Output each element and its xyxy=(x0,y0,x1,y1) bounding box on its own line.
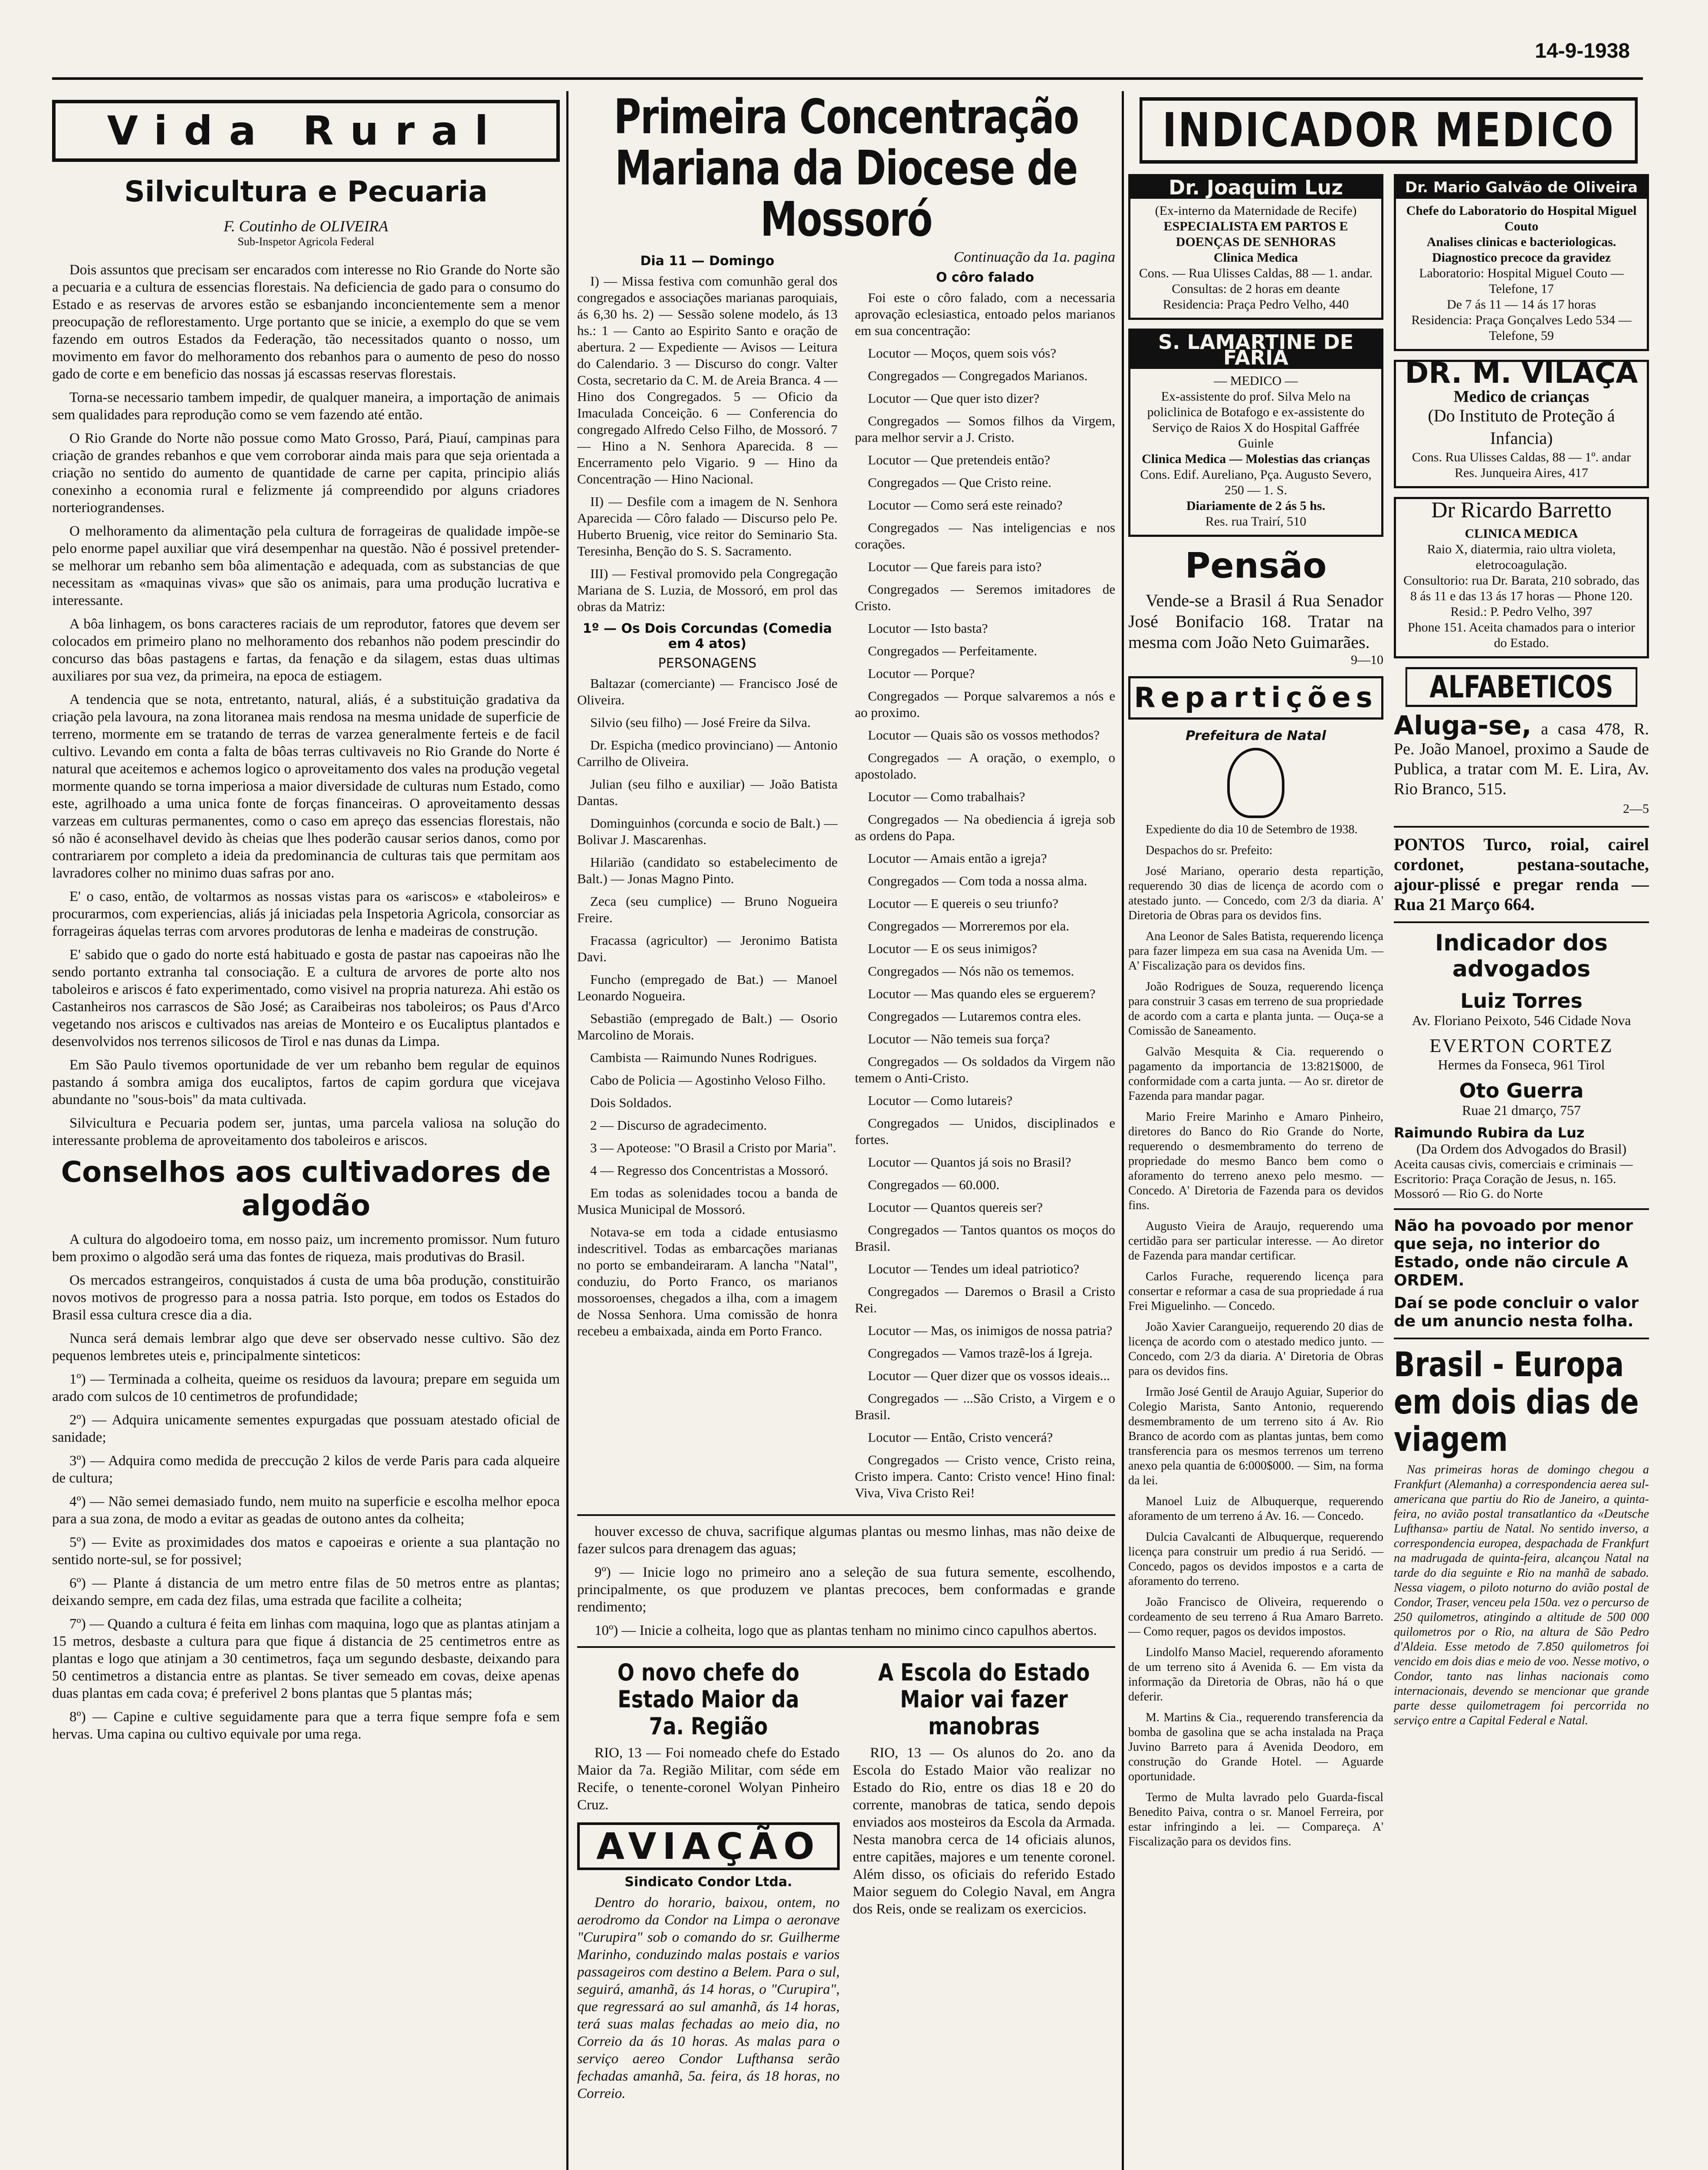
ads-grid xyxy=(1128,174,1649,1855)
paragraph: II) — Desfile com a imagem de N. Senhora Aparecida — Côro falado — Discurso pelo Pe. Huberto Bruenig, vice reitor do Seminario Sta. Teresinha, Benção do S. S. Sacramento. xyxy=(577,494,838,559)
paragraph: Em São Paulo tivemos oportunidade de ver um rebanho bem regular de equinos pastando á sombra amiga dos eucaliptos, fartos de capim gordura que vicejava abundante no "sous-bois" da mata cultivada. xyxy=(52,1057,560,1108)
coro-line: Locutor — Como lutareis? xyxy=(868,1093,1013,1108)
article-body-cotton xyxy=(52,1231,560,1743)
expediente-line: João Francisco de Oliveira, requerendo o cordeamento de seu terreno á Rua Amaro Barreto. — Como requer, pagos os devidos impostos. xyxy=(1128,1595,1383,1638)
aviacao-sub: Sindicato Condor Ltda. xyxy=(624,1874,792,1890)
coro-line: Locutor — Que quer isto dizer? xyxy=(868,391,1040,406)
expediente-line: José Mariano, operario desta repartição, requerendo 30 dias de licença de acordo com o atestado junto. — Concedo, com 2/3 da diaria. A' Diretoria de Obras para os devidos fins. xyxy=(1128,865,1383,922)
ads-right xyxy=(1394,174,1649,1855)
cast-item: Silvio (seu filho) — José Freire da Silva. xyxy=(590,715,811,730)
coro-line: Locutor — Então, Cristo vencerá? xyxy=(868,1430,1053,1445)
cast-item: Dr. Espicha (medico provinciano) — Antonio Carrilho de Oliveira. xyxy=(577,737,838,769)
ad-line: Medico de crianças xyxy=(1453,388,1590,406)
ad-line: Clinica Medica xyxy=(1213,250,1298,265)
ad-line: Diariamente de 2 ás 5 hs. xyxy=(1186,499,1325,513)
coro-line: Congregados — Somos filhos da Virgem, para melhor servir a J. Cristo. xyxy=(855,413,1115,445)
coro-line: Congregados — Morreremos por ela. xyxy=(868,918,1070,934)
left-half xyxy=(577,249,838,1507)
article-title: Silvicultura e Pecuaria xyxy=(124,175,488,208)
coro-line: Locutor — Mas quando eles se erguerem? xyxy=(868,986,1096,1001)
coro-line: Locutor — Como trabalhais? xyxy=(868,789,1025,804)
coro-line: Congregados — Tantos quantos os moços do Brasil. xyxy=(855,1222,1115,1254)
section-rule xyxy=(1394,1208,1649,1210)
coro-line: Locutor — Quer dizer que os vossos ideais... xyxy=(868,1368,1110,1383)
section-rule xyxy=(1394,826,1649,828)
column-indicador xyxy=(1128,91,1649,2170)
ad-name: Dr Ricardo Barretto xyxy=(1431,498,1612,523)
coro-line: Congregados — Seremos imitadores de Cristo. xyxy=(855,582,1115,613)
author: F. Coutinho de OLIVEIRA xyxy=(223,217,388,235)
cotton-continuation xyxy=(577,1523,1115,1639)
coro-line: Locutor — Mas, os inimigos de nossa patria? xyxy=(868,1323,1113,1338)
pensao-title: Pensão xyxy=(1185,546,1327,586)
advogado-name: Raimundo Rubira da Luz xyxy=(1394,1124,1585,1141)
coro-line: Locutor — Quantos já sois no Brasil? xyxy=(868,1154,1071,1170)
advogado-line: (Da Ordem dos Advogados do Brasil) xyxy=(1416,1141,1627,1157)
ad-line: Laboratorio: Hospital Miguel Couto — Telefone, 17 xyxy=(1419,266,1624,296)
paragraph: 2º) — Adquira unicamente sementes expurgadas que possuam atestado oficial de sanidade; xyxy=(52,1412,560,1445)
paragraph: Silvicultura e Pecuaria podem ser, juntas, uma parcela valiosa na solução do interessante problema de aproveitamento dos taboleiros e ariscos. xyxy=(52,1115,560,1148)
coat-of-arms-icon xyxy=(1227,748,1284,818)
aviacao-text: Dentro do horario, baixou, ontem, no aerodromo da Condor na Limpa o aeronave "Curupira" sob o comando do sr. Guilherme Marinho, conduzindo malas postais e varios passageiros com destino a Belem. Para o sul, seguirá, amanhã, ás 14 horas, o "Curupira", que regressará ao sul amanhã, ás 14 horas, terá suas malas fechadas ao meio dia, no Correio da ás 10 horas. As malas para o serviço aereo Condor Lufthansa serão fechadas amanhã, 5a. feira, ás 18 horas, no Correio. xyxy=(577,1895,840,2101)
headline-columns xyxy=(577,249,1115,1507)
coro-line: Congregados — Com toda a nossa alma. xyxy=(868,873,1087,888)
ad-line: Res. rua Trairí, 510 xyxy=(1205,514,1307,529)
aluga-ref: 2—5 xyxy=(1623,802,1649,816)
article-title-cotton: Conselhos aos cultivadores de algodão xyxy=(61,1155,551,1222)
right-half xyxy=(855,249,1115,1507)
alfabeticos-banner: ALFABETICOS xyxy=(1406,667,1637,707)
paragraph: Nunca será demais lembrar algo que deve ser observado nesse cultivo. São dez pequenos lembretes uteis e, principalmente sinteticos: xyxy=(52,1331,560,1364)
expediente-line: Ana Leonor de Sales Batista, requerendo licença para fazer limpeza em sua casa na Avenida Um. — A' Fiscalização para os devidos fins. xyxy=(1128,930,1383,973)
ad-line: Res. Junqueira Aires, 417 xyxy=(1455,466,1588,480)
ad-line: (Do Instituto de Proteção á Infancia) xyxy=(1428,406,1615,448)
paragraph: 3º) — Adquira como medida de preccução 2 kilos de verde Paris para cada alqueire de cultura; xyxy=(52,1453,560,1486)
section-rule xyxy=(577,1514,1115,1516)
ad-line: — MEDICO — xyxy=(1214,374,1298,388)
column-divider xyxy=(566,91,568,2170)
news-title: O novo chefe do Estado Maior da 7a. Região xyxy=(617,1659,800,1740)
ad-line: Cons. — Rua Ulisses Caldas, 88 — 1. andar. Consultas: de 2 horas em deante xyxy=(1139,266,1373,296)
coro-line: Congregados — Perfeitamente. xyxy=(868,643,1037,658)
brasil-europa-title: Brasil - Europa em dois dias de viagem xyxy=(1394,1345,1639,1459)
cast-item: Dominguinhos (corcunda e socio de Balt.) — Bolivar J. Mascarenhas. xyxy=(577,815,838,847)
ad-line: (Ex-interno da Maternidade de Recife) xyxy=(1155,204,1357,218)
advogado-line: Mossoró — Rio G. do Norte xyxy=(1394,1187,1543,1201)
ad-lamartine xyxy=(1128,329,1383,537)
paragraph: E' o caso, então, de voltarmos as nossas vistas para os «ariscos» e «taboleiros» e procurarmos, com experiencias, aliás já iniciadas pela Inspetoria Agricola, consorciar as forrageiras áquelas terras com arvores produtoras de lenha e madeiras de construção. xyxy=(52,889,560,939)
ad-line: Ex-assistente do prof. Silva Melo na policlinica de Botafogo e ex-assistente do Serviço de Raios X do Hospital Gaffrée Guinle xyxy=(1147,389,1365,450)
paragraph: A cultura do algodoeiro toma, em nosso paiz, um incremento promissor. Num futuro bem proximo o algodão será uma das fontes de riqueza, mais produtivas do Brasil. xyxy=(52,1232,560,1265)
paragraph: A tendencia que se nota, entretanto, natural, aliás, é a substituição gradativa da criação pela lavoura, na zona litoranea mais rendosa na mesma unidade de superficie de terreno, mormente em se tratando de terras de varzea generalmente ferteis e de facil cultivo. Levando em conta a falta de bôas terras cultivaveis no Rio Grande do Norte é natural que aceitemos e achemos logico o aproveitamento dos vales na produção vegetal mormente quando se torna imperiosa a maior diversidade de culturas num Estado, como este, agrilhoado a uma unica fonte de forças financeiras. O aproveitamento dessas varzeas em culturas permanentes, como o caso em apreço das essencias florestais, não só não é aconselhavel devido às cheias que lhes poderão causar serios danos, como por contrariarem por completo a ideia da predominancia de culturas tais que permitam aos lavradores colher no minimo duas safras por ano. xyxy=(52,692,560,881)
paragraph: Os mercados estrangeiros, conquistados á custa de uma bôa produção, constituirão novos motivos de progresso para a nossa patria. Isto porque, em todos os Estados do Brasil essa cultura cresce dia a dia. xyxy=(52,1272,560,1323)
coro-line: Congregados — Congregados Marianos. xyxy=(868,368,1088,383)
expediente-line: M. Martins & Cia., requerendo transferencia da bomba de gasolina que se acha instalada na Praça Juvino Barreto para á Avenida Deodoro, em construção do Grande Hotel. — Aguarde oportunidade. xyxy=(1128,1711,1383,1783)
paragraph: A bôa linhagem, os bons caracteres raciais de um reprodutor, fatores que devem ser colocados em primeiro plano no melhoramento dos rebanhos não podem prescindir do concurso das bôas pastagens e fartas, da fenação e da silagem, estas duas ultimas auxiliares por sua vez, da primeira, na epoca de estiagem. xyxy=(52,616,560,684)
news-pair xyxy=(577,1655,1115,2108)
notice-value: Daí se pode concluir o valor de um anuncio nesta folha. xyxy=(1394,1294,1639,1330)
play-heading: 1º — Os Dois Corcundas (Comedia em 4 atos) xyxy=(582,621,832,651)
coro-line: Congregados — 60.000. xyxy=(868,1177,1000,1192)
coro-line: Congregados — Nós não os tememos. xyxy=(868,963,1074,979)
coro-line: Locutor — Amais então a igreja? xyxy=(868,851,1047,866)
pensao-text: Vende-se a Brasil á Rua Senador José Bonifacio 168. Tratar na mesma com João Neto Guimarães. xyxy=(1128,591,1383,652)
cast-item: 2 — Discurso de agradecimento. xyxy=(590,1118,767,1133)
advogado-addr: Hermes da Fonseca, 961 Tirol xyxy=(1438,1057,1605,1072)
expediente-line: Despachos do sr. Prefeito: xyxy=(1146,844,1273,857)
column-concentracao xyxy=(577,91,1115,2170)
expediente-line: Lindolfo Manso Maciel, requerendo aforamento de um terreno sito á Avenida 6. — Em vista da informação da Diretoria de Obras, não há o que deferir. xyxy=(1128,1646,1383,1703)
coro-line: Locutor — Moços, quem sois vós? xyxy=(868,345,1056,361)
coro-line: Foi este o côro falado, com a necessaria aprovação eclesiastica, entoado pelos marianos em sua concentração: xyxy=(855,290,1115,338)
coro-line: Congregados — Porque salvaremos a nós e ao proximo. xyxy=(855,688,1115,720)
paragraph: E' sabido que o gado do norte está habituado e gosta de pastar nas capoeiras não lhe sendo portanto extranha tal consociação. E a cultura de arvores de porte alto nos taboleiros e ariscos é fato experimentado, como visivel na propria natureza. Ahi estão os Castanheiros nos carrascos de São José; as Caraibeiras nos taboleiros; os Paus d'Arco vegetando nos ariscos e cultivados nas areias de Monteiro e os Eucaliptus plantados e desenvolvidos nos terrenos silicosos de Tirol e nas dunas da Limpa. xyxy=(52,947,560,1049)
ad-name: DR. M. VILAÇA xyxy=(1405,356,1638,390)
section-rule xyxy=(577,1646,1115,1648)
expediente-line: Augusto Vieira de Araujo, requerendo uma certidão para ser particular interesse. — Ao diretor de Fazenda para mandar certificar. xyxy=(1128,1220,1383,1263)
section-rule xyxy=(1394,1338,1649,1339)
day-heading: Dia 11 — Domingo xyxy=(640,253,775,269)
advogado-line: Aceita causas civis, comerciais e criminais — Escritorio: Praça Coração de Jesus, n. 165. xyxy=(1394,1157,1633,1186)
coro-line: Locutor — Não temeis sua força? xyxy=(868,1031,1050,1046)
paragraph: O melhoramento da alimentação pela cultura de forrageiras de qualidade impõe-se pelo enorme papel auxiliar que virá desempenhar na questão. Não é possivel pretender-se melhorar um rebanho sem bôa alimentação e adequada, com as substancias de que necessitam as «maquinas vivas» que são os animais, para uma produção lucrativa e interessante. xyxy=(52,523,560,608)
ad-mario-galvao xyxy=(1394,174,1649,351)
ads-left xyxy=(1128,174,1383,1855)
coro-line: Congregados — Na obediencia á igreja sob as ordens do Papa. xyxy=(855,812,1115,843)
cast-item: Baltazar (comerciante) — Francisco José de Oliveira. xyxy=(577,676,838,707)
cast-item: Dois Soldados. xyxy=(590,1095,672,1110)
aluga-text: a casa 478, R. Pe. João Manoel, proximo a Saude de Publica, a tratar com M. E. Lira, Av. Rio Branco, 515. xyxy=(1394,720,1649,798)
ad-line: Residencia: Praça Gonçalves Ledo 534 — Telefone, 59 xyxy=(1411,313,1632,343)
coro-line: Congregados — Que Cristo reine. xyxy=(868,475,1051,490)
coro-line: Congregados — Daremos o Brasil a Cristo Rei. xyxy=(855,1284,1115,1315)
top-rule xyxy=(52,77,1643,80)
ad-name: S. LAMARTINE DE FARIA xyxy=(1130,331,1381,369)
paragraph: O Rio Grande do Norte não possue como Mato Grosso, Pará, Piauí, campinas para criação de grandes rebanhos e que vem corroborar ainda mais para que seja orientada a criação no sentido do aumento de quantidade de carne per capita, principio aliás conexinho a economia rural e felizmente já compreendido por alguns criadores norteriograndenses. xyxy=(52,431,560,516)
cast-item: Julian (seu filho e auxiliar) — João Batista Dantas. xyxy=(577,776,838,808)
expediente-line: Expediente do dia 10 de Setembro de 1938. xyxy=(1146,823,1358,836)
ad-name: Dr. Joaquim Luz xyxy=(1130,176,1381,199)
cast-item: Zeca (seu cumplice) — Bruno Nogueira Freire. xyxy=(577,894,838,925)
cast-item: Hilarião (candidato so estabelecimento de Balt.) — Jonas Magno Pinto. xyxy=(577,855,838,886)
advogado-name: Luiz Torres xyxy=(1460,989,1583,1013)
coro-line: Congregados — Unidos, disciplinados e fortes. xyxy=(855,1115,1115,1147)
paragraph: 5º) — Evite as proximidades dos matos e capoeiras e oriente a sua plantação no sentido norte-sul, se for possivel; xyxy=(52,1535,560,1568)
cast-item: 4 — Regresso dos Concentristas a Mossoró. xyxy=(590,1163,828,1178)
ad-line: Consultorio: rua Dr. Barata, 210 sobrado, das 8 ás 11 e das 13 ás 17 horas — Phone 120. xyxy=(1403,573,1640,603)
ad-line: Analises clinicas e bacteriologicas. Diagnostico precoce da gravidez xyxy=(1426,235,1616,265)
article-body xyxy=(52,261,560,1149)
brasil-europa-text: Nas primeiras horas de domingo chegou a Frankfurt (Alemanha) a correspondencia aerea sul-americana que partiu do Rio de Janeiro, a quinta-feira, no avião postal transatlantico da «Deutsche Lufthansa» partiu de Natal. No sentido inverso, a correspondencia europea, despachada de Frankfurt na madrugada de quinta-feira, alcançou Natal na tarde do dia seguinte e Rio na manhã de sabado. Nessa viagem, o piloto noturno do avião postal de Condor, Traser, venceu pela 150a. vez o percurso de 250 quilometros, atingindo a altitude de 500 000 quilometros por o Rio, na altura de São Pedro d'Aldeia. Esse metodo de 7.850 quilometros foi vencido em dois dias e meio de voo. Nesse motivo, o Condor, tanto nas linhas nacionais como internacionais, devendo se mencionar que grande parte desse quilometragem foi percorrida no serviço entre a Capital Federal e Natal. xyxy=(1394,1463,1649,1727)
coro-line: Locutor — Que fareis para isto? xyxy=(868,559,1042,574)
news-text: RIO, 13 — Os alunos do 2o. ano da Escola do Estado Maior vão realizar no Estado do Rio, entre os dias 18 e 20 do corrente, manobras de tatica, sendo depois enviados aos mosteiros da Escola da Armada. Nesta manobra cerca de 14 oficiais alunos, entre capitães, majores e um tenente coronel. Além disso, os oficiais do referido Estado Maior seguem do Colegio Naval, em Angra dos Reis, onde se realizam os exercicios. xyxy=(853,1745,1115,1917)
coro-line: Congregados — Lutaremos contra eles. xyxy=(868,1009,1081,1024)
coro-line: Locutor — Quais são os vossos methodos? xyxy=(868,727,1100,743)
coro-line: Locutor — Quantos quereis ser? xyxy=(868,1200,1043,1215)
ad-line: Chefe do Laboratorio do Hospital Miguel Couto xyxy=(1406,204,1637,233)
coro-line: Congregados — Nas inteligencias e nos corações. xyxy=(855,520,1115,552)
section-rule xyxy=(1394,921,1649,923)
coro-line: Locutor — Como será este reinado? xyxy=(868,497,1063,513)
ad-line: Resid.: P. Pedro Velho, 397 xyxy=(1450,605,1593,619)
advogado-name: EVERTON CORTEZ xyxy=(1429,1035,1613,1056)
expediente-line: Carlos Furache, requerendo licença para consertar e reformar a casa de sua propriedade á rua Frei Miguelinho. — Concedo. xyxy=(1128,1270,1383,1313)
coro-line: Locutor — E quereis o seu triunfo? xyxy=(868,896,1059,911)
column-divider xyxy=(1122,91,1124,2170)
news-text: RIO, 13 — Foi nomeado chefe do Estado Maior da 7a. Região Militar, com séde em Recife, o tenente-coronel Wolyan Pinheiro Cruz. xyxy=(577,1745,840,1813)
ad-line: Cons. Edif. Aureliano, Pça. Augusto Severo, 250 — 1. S. xyxy=(1140,467,1372,497)
headline: Primeira Concentração Mariana da Diocese de Mossoró xyxy=(614,91,1079,247)
paragraph: I) — Missa festiva com comunhão geral dos congregados e associações marianas paroquiais, ás 6,30 hs. 2) — Sessão solene modelo, ás 13 hs.: 1 — Canto ao Espirito Santo e oração de abertura. 2 — Expediente — Avisos — Leitura do Calendario. 3 — Discurso do congr. Valter Costa, secretario da C. M. de Areia Branca. 4 — Hino dos Congregados. 5 — Oficio da Imaculada Conceição. 6 — Conferencia do congregado Alfredo Celso Filho, de Mossoró. 7 — Hino a N. Senhora Aparecida. 8 — Encerramento pelo Vigario. 9 — Hino da Concentração — Hino Nacional. xyxy=(577,273,838,487)
expediente-line: Manoel Luiz de Albuquerque, requerendo aforamento de um terreno á Av. 16. — Concedo. xyxy=(1128,1495,1383,1523)
news-escola xyxy=(853,1655,1115,2108)
coro-line: Congregados — ...São Cristo, a Virgem e o Brasil. xyxy=(855,1391,1115,1422)
ad-vilaca xyxy=(1394,356,1649,488)
expediente-line: Mario Freire Marinho e Amaro Pinheiro, diretores do Banco do Rio Grande do Norte, requerendo o desmembramento do terreno de propriedade do mesmo Banco bem como o aforamento do terreno anexo pelo mesmo. — Concedo. A' Diretoria de Fazenda para os devidos fins. xyxy=(1128,1110,1383,1212)
ad-joaquim-luz xyxy=(1128,174,1383,320)
expediente-line: Dulcia Cavalcanti de Albuquerque, requerendo licença para construir um predio á rua Seridó. — Concedo, pagos os devidos impostos e a carta de aforamento do terreno. xyxy=(1128,1530,1383,1588)
expediente xyxy=(1128,822,1383,1849)
ad-line: Residencia: Praça Pedro Velho, 440 xyxy=(1163,297,1349,312)
coro-line: Locutor — Porque? xyxy=(868,666,975,681)
ad-line: CLINICA MEDICA xyxy=(1465,526,1578,541)
advogado-addr: Av. Floriano Peixoto, 546 Cidade Nova xyxy=(1412,1013,1631,1028)
coro-line: Locutor — Que pretendeis então? xyxy=(868,452,1051,467)
author-role: Sub-Inspetor Agricola Federal xyxy=(237,235,374,248)
cast-item: Sebastião (empregado de Balt.) — Osorio Marcolino de Morais. xyxy=(577,1011,838,1042)
aluga-title: Aluga-se, xyxy=(1394,710,1532,741)
ad-line: Cons. Rua Ulisses Caldas, 88 — 1º. andar xyxy=(1412,450,1631,464)
coro-line: Congregados — Cristo vence, Cristo reina, Cristo impera. Canto: Cristo vence! Hino final: Viva, Viva Cristo Rei! xyxy=(855,1452,1115,1500)
paragraph: 7º) — Quando a cultura é feita em linhas com maquina, logo que as plantas atinjam a 15 metros, desbaste a cultura para que fique á distancia de 25 centimetros entre as plantas e logo que atinjam a 30 centimetros, faça um segundo desbaste, deixando para 50 centimetros a distancia entre as plantas. Se tiver semeado em covas, deixe apenas duas plantas em cada cova; é preferivel 2 bons plantas que 5 plantas más; xyxy=(52,1616,560,1701)
continuation-note: Continuação da 1a. pagina xyxy=(953,249,1115,265)
expediente-line: João Rodrigues de Souza, requerendo licença para construir 3 casas em terreno de sua propriedade de acordo com a carta e planta junta. — Ouça-se a Comissão de Saneamento. xyxy=(1128,980,1383,1038)
advogado-name: Oto Guerra xyxy=(1459,1079,1584,1102)
news-estado-maior xyxy=(577,1655,840,2108)
paragraph: 4º) — Não semei demasiado fundo, nem muito na superficie e escolha melhor epoca para a sua zona, de modo a evitar as geadas de outono antes da colheita; xyxy=(52,1494,560,1527)
coro-line: Locutor — E os seus inimigos? xyxy=(868,941,1038,956)
aviacao-banner: AVIAÇÃO xyxy=(577,1822,840,1870)
cast-item: Notava-se em toda a cidade entusiasmo indescritivel. Todas as embarcações marianas no porto se embandeiraram. A lancha "Natal", conduziu, do Porto Franco, os marianos mossoroenses, chegados a ilha, com a imagem de Nossa Senhora. Uma comissão de honra recebeu a embaixada, ainda em Porto Franco. xyxy=(577,1224,838,1338)
issue-date: 14-9-1938 xyxy=(1535,39,1630,62)
pensao-ref: 9—10 xyxy=(1351,653,1383,667)
expediente-line: Galvão Mesquita & Cia. requerendo o pagamento da importancia de 13:821$000, de conformidade com a carta junta. — Ao sr. diretor de Fazenda para mandar pagar. xyxy=(1128,1045,1383,1103)
personagens-heading: PERSONAGENS xyxy=(658,656,757,671)
news-title: A Escola do Estado Maior vai fazer manobras xyxy=(878,1659,1090,1740)
paragraph: Torna-se necessario tambem impedir, de qualquer maneira, a importação de animais sem qualidades para reprodução como se vem fazendo até então. xyxy=(52,390,560,423)
cast-item: Funcho (empregado de Bat.) — Manoel Leonardo Nogueira. xyxy=(577,972,838,1003)
coro-line: Locutor — Isto basta? xyxy=(868,621,988,636)
cast-item: 3 — Apoteose: "O Brasil a Cristo por Maria". xyxy=(590,1140,836,1155)
expediente-line: João Xavier Carangueijo, requerendo 20 dias de licença de acordo com o atestado medico junto. — Concedo, com 2/3 da diaria. A' Diretoria de Obras para os devidos fins. xyxy=(1128,1320,1383,1378)
ad-line: Raio X, diatermia, raio ultra violeta, eletrocoagulação. xyxy=(1427,542,1616,572)
ad-line: ESPECIALISTA EM PARTOS E DOENÇAS DE SENHORAS xyxy=(1163,219,1348,249)
paragraph: Dois assuntos que precisam ser encarados com interesse no Rio Grande do Norte são a pecuaria e a cultura de essencias florestais. Na deficiencia de gado para o consumo do Estado e as reservas de arvores estão se esbanjando inconcientemente sem a menor preocupação de reflorestamento. Urge portanto que se inicie, a exemplo do que se vem fazendo em outros Estados da Federação, tão necessitados quanto o nosso, um movimento em favor do melhoramento dos rebanhos para o aumento de peso do nosso gado de corte e em beneficio das nossas já escassas reservas florestais. xyxy=(52,262,560,382)
paragraph: III) — Festival promovido pela Congregação Mariana de S. Luzia, de Mossoró, em prol das obras da Matriz: xyxy=(577,566,838,614)
coro-heading: O côro falado xyxy=(936,270,1035,285)
ad-name: Dr. Mario Galvão de Oliveira xyxy=(1396,176,1647,199)
ad-line: De 7 ás 11 — 14 ás 17 horas xyxy=(1447,297,1596,312)
column-vida-rural xyxy=(52,91,560,2170)
cast-item: Cabo de Policia — Agostinho Veloso Filho. xyxy=(590,1072,826,1088)
paragraph: 8º) — Capine e cultive seguidamente para que a terra fique sempre fofa e sem hervas. Uma capina ou cultivo equivale por uma rega. xyxy=(52,1709,560,1742)
advogados-title: Indicador dos advogados xyxy=(1435,930,1608,982)
paragraph: 9º) — Inicie logo no primeiro ano a seleção de sua futura semente, escolhendo, principalmente, os que produzem ve plantas precoces, bem conformadas e grande rendimento; xyxy=(577,1565,1115,1615)
paragraph: houver excesso de chuva, sacrifique algumas plantas ou mesmo linhas, mas não deixe de fazer sulcos para drenagem das aguas; xyxy=(577,1524,1115,1557)
ad-line: Phone 151. Aceita chamados para o interior do Estado. xyxy=(1407,620,1635,650)
cast-item: Fracassa (agricultor) — Jeronimo Batista Davi. xyxy=(577,933,838,964)
cast-item: Em todas as solenidades tocou a banda de Musica Municipal de Mossoró. xyxy=(577,1185,838,1217)
notice-circulation: Não ha povoado por menor que seja, no interior do Estado, onde não circule A ORDEM. xyxy=(1394,1217,1633,1289)
ad-line: Clinica Medica — Molestias das crianças xyxy=(1142,452,1370,466)
expediente-line: Termo de Multa lavrado pelo Guarda-fiscal Benedito Paiva, contra o sr. Manoel Ferreira, por estar infringindo a lei. — Compareça. A' Fiscalização para os devidos fins. xyxy=(1128,1791,1383,1848)
paragraph: 6º) — Plante á distancia de um metro entre filas de 50 metros entre as plantas; deixando sempre, em cada dez filas, uma estrada que facilite a colheita; xyxy=(52,1575,560,1608)
expediente-line: Irmão José Gentil de Araujo Aguiar, Superior do Colegio Marista, Santo Antonio, requerendo desmembramento de um terreno sito á Av. Rio Branco de acordo com as plantas juntas, bem como transferencia para os mesmos terrenos um terreno anexo pela quantia de 6:000$000. — Sim, na forma da lei. xyxy=(1128,1385,1383,1487)
paragraph: 1º) — Terminada a colheita, queime os residuos da lavoura; prepare em seguida um arado com sulcos de 10 centimetros de profundidade; xyxy=(52,1371,560,1404)
ad-ricardo-barretto xyxy=(1394,497,1649,658)
ad-aluga xyxy=(1394,710,1649,819)
coro-line: Locutor — Tendes um ideal patriotico? xyxy=(868,1261,1080,1276)
ad-pontos: PONTOS Turco, roial, cairel cordonet, pestana-soutache, ajour-plissé e pregar renda — Rua 21 Março 664. xyxy=(1394,835,1649,914)
advogado-addr: Ruae 21 dmarço, 757 xyxy=(1462,1102,1581,1118)
section-banner: Vida Rural xyxy=(52,100,560,162)
cast-item: Cambista — Raimundo Nunes Rodrigues. xyxy=(590,1050,817,1065)
coro-line: Congregados — Vamos trazê-los á Igreja. xyxy=(868,1345,1093,1361)
prefeitura-title: Prefeitura de Natal xyxy=(1186,728,1326,743)
paragraph: 10º) — Inicie a colheita, logo que as plantas tenham no minimo cinco capulhos abertos. xyxy=(595,1623,1097,1638)
reparticoes-banner: Repartições xyxy=(1128,676,1383,720)
coro-line: Congregados — A oração, o exemplo, o apostolado. xyxy=(855,750,1115,782)
indicador-header: INDICADOR MEDICO xyxy=(1140,97,1638,164)
coro-line: Congregados — Os soldados da Virgem não temem o Anti-Cristo. xyxy=(855,1054,1115,1085)
